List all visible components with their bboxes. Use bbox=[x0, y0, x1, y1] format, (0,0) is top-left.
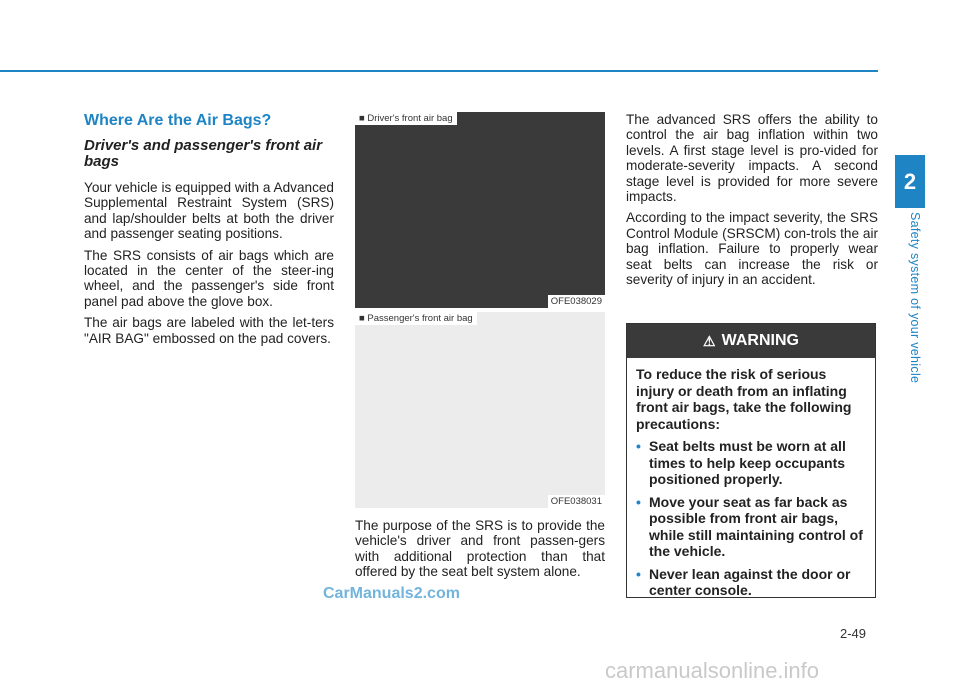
warning-triangle-icon: ⚠ bbox=[703, 332, 716, 349]
list-item-text: Never lean against the door or center console. bbox=[649, 565, 851, 598]
header-rule bbox=[0, 70, 878, 72]
chapter-number-tab: 2 bbox=[895, 155, 925, 208]
figure-caption: ■ Driver's front air bag bbox=[355, 112, 457, 125]
section-title: Where Are the Air Bags? bbox=[84, 112, 272, 129]
driver-airbag-figure bbox=[355, 112, 605, 308]
watermark-bottom: carmanualsonline.info bbox=[605, 658, 820, 683]
watermark-top: CarManuals2.com bbox=[323, 585, 460, 602]
paragraph: The purpose of the SRS is to provide the vehicle's driver and front passen-gers with additional protection than that offered by the seat belt system alone. bbox=[355, 518, 605, 580]
list-item bbox=[636, 494, 867, 560]
warning-list bbox=[636, 438, 867, 599]
passenger-airbag-figure bbox=[355, 312, 605, 508]
bullet-icon: • bbox=[636, 565, 641, 582]
warning-title: WARNING bbox=[721, 332, 799, 349]
subsection-title: Driver's and passenger's front air bags bbox=[84, 137, 323, 170]
page-number: 2-49 bbox=[840, 626, 867, 641]
warning-header bbox=[627, 324, 875, 358]
bullet-icon: • bbox=[636, 438, 641, 454]
list-item bbox=[636, 438, 867, 488]
paragraph: According to the impact severity, the SRS Control Module (SRSCM) con-trols the air bag inflation. Failure to properly wear seat belts can increase the risk or severity of injury in an accident. bbox=[626, 210, 878, 288]
paragraph: The advanced SRS offers the ability to control the air bag inflation within two levels. A first stage level is pro-vided for moderate-severity impacts. A second stage level is provided for more severe impacts. bbox=[626, 112, 878, 205]
list-item-text: Seat belts must be worn at all times to help keep occupants positioned properly. bbox=[649, 438, 846, 487]
figure-code: OFE038031 bbox=[548, 495, 605, 508]
paragraph: The SRS consists of air bags which are located in the center of the steer-ing wheel, and the passenger's side front panel pad above the glove box. bbox=[84, 247, 334, 309]
chapter-title-vertical: Safety system of your vehicle bbox=[908, 212, 922, 384]
figure-code: OFE038029 bbox=[548, 295, 605, 308]
warning-body bbox=[627, 358, 875, 599]
list-item-text: Move your seat as far back as possible from front air bags, while still maintaining control of the vehicle. bbox=[649, 493, 863, 559]
column-right bbox=[626, 112, 878, 293]
list-item bbox=[636, 566, 867, 599]
column-left bbox=[84, 112, 334, 352]
column-middle bbox=[355, 112, 605, 586]
warning-intro: To reduce the risk of serious injury or death from an inflating front air bags, take the following precautions: bbox=[636, 366, 852, 432]
figure-caption: ■ Passenger's front air bag bbox=[355, 312, 477, 325]
paragraph: The air bags are labeled with the let-ters "AIR BAG" embossed on the pad covers. bbox=[84, 315, 334, 346]
paragraph: Your vehicle is equipped with a Advanced Supplemental Restraint System (SRS) and lap/shoulder belts at both the driver and passenger seating positions. bbox=[84, 180, 334, 242]
warning-box bbox=[626, 323, 876, 598]
bullet-icon: • bbox=[636, 493, 641, 510]
